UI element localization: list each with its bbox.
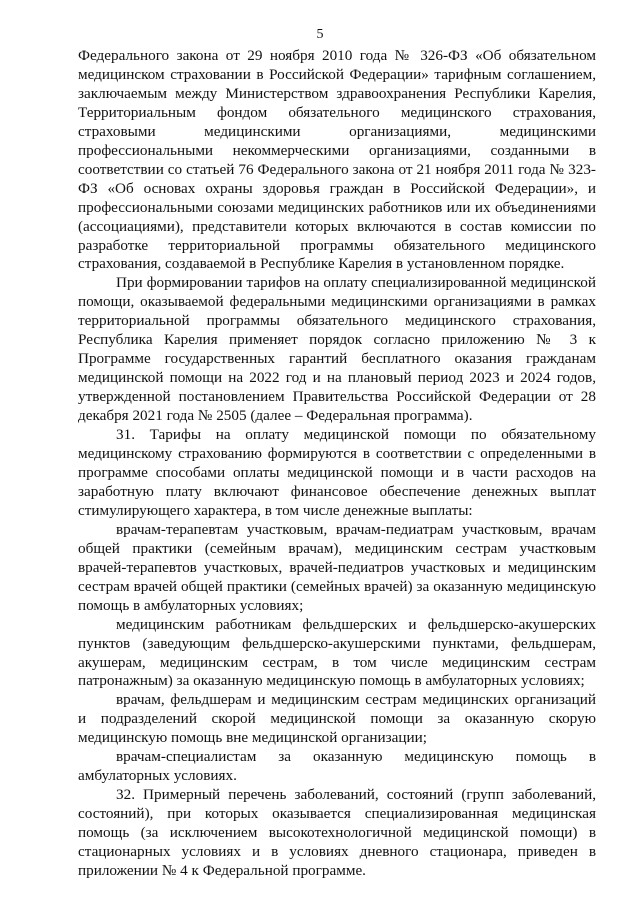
paragraph-item-31: 31. Тарифы на оплату медицинской помощи по обязательному медицинскому страхованию формируются в соответствии с определенными в программе способами оплаты медицинской помощи и в части расходов на заработную плату включают финансовое обеспечение денежных выплат стимулирующего характера, в том числе денежные выплаты: <box>78 426 596 519</box>
paragraph-payments-feldsher-points: медицинским работникам фельдшерских и фельдшерско-акушерских пунктов (заведующим фельдшерско-акушерскими пунктами, фельдшерам, акушерам, медицинским сестрам, в том числе медицинским сестрам патронажным) за оказанную медицинскую помощь в амбулаторных условиях; <box>78 615 596 690</box>
page-number: 5 <box>316 27 324 42</box>
paragraph-payments-specialists: врачам-специалистам за оказанную медицинскую помощь в амбулаторных условиях. <box>78 748 596 785</box>
paragraph-payments-emergency: врачам, фельдшерам и медицинским сестрам медицинских организаций и подразделений скорой медицинской помощи за оказанную скорую медицинскую помощь вне медицинской организации; <box>78 691 596 747</box>
paragraph-item-32: 32. Примерный перечень заболеваний, состояний (групп заболеваний, состояний), при которых оказывается специализированная медицинская помощь (за исключением высокотехнологичной медицинской помощи) в стационарных условиях и в условиях дневного стационара, приведен в приложении № 4 к Федеральной программе. <box>78 786 596 879</box>
paragraph-payments-district-doctors: врачам-терапевтам участковым, врачам-педиатрам участковым, врачам общей практики (семейным врачам), медицинским сестрам участковым врачей-терапевтов участковых, врачей-педиатров участковых и медицинским сестрам врачей общей практики (семейных врачей) за оказанную медицинскую помощь в амбулаторных условиях; <box>78 520 596 614</box>
paragraph-continuation: Федерального закона от 29 ноября 2010 года № 326-ФЗ «Об обязательном медицинском страховании в Российской Федерации» тарифным соглашением, заключаемым между Министерством здравоохранения Республики Карелия, Территориальным фондом обязательного медицинского страхования, страховыми медицинскими организациями, медицинскими профессиональными некоммерческими организациями, созданными в соответствии со статьей 76 Федерального закона от 21 ноября 2011 года № 323-ФЗ «Об основах охраны здоровья граждан в Российской Федерации», и профессиональными союзами медицинских работников или их объединениями (ассоциациями), представители которых включаются в состав комиссии по разработке территориальной программы обязательного медицинского страхования, создаваемой в Республике Карелия в установленном порядке. <box>78 47 596 273</box>
paragraph-federal-tariffs: При формировании тарифов на оплату специализированной медицинской помощи, оказываемой федеральными медицинскими организациями в рамках территориальной программы обязательного медицинского страхования, Республика Карелия применяет порядок согласно приложению № 3 к Программе государственных гарантий бесплатного оказания гражданам медицинской помощи на 2022 год и на плановый период 2023 и 2024 годов, утвержденной постановлением Правительства Российской Федерации от 28 декабря 2021 года № 2505 (далее – Федеральная программа). <box>78 274 596 425</box>
document-body <box>78 47 596 881</box>
